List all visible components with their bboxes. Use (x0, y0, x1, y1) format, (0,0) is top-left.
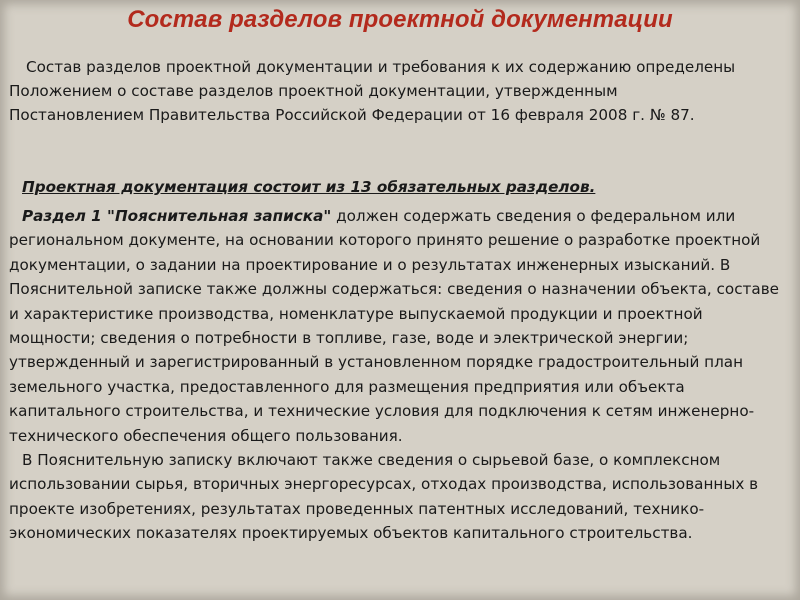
section-1-description (9, 204, 789, 546)
section-1-text-continued: В Пояснительную записку включают также сведения о сырьевой базе, о комплексном использовании сырья, вторичных энергоресурсах, отходах производства, использованных в проекте изобретениях, результатах проведенных патентных исследований, технико-экономических показателях проектируемых объектов капитального строительства. (9, 451, 759, 543)
sections-count-line: Проектная документация состоит из 13 обязательных разделов. (22, 178, 596, 196)
section-1-text: должен содержать сведения о федеральном или региональном документе, на основании которого принято решение о разработке проектной документации, о задании на проектирование и о результатах инженерных изысканий. В Пояснительной записке также должны содержаться: сведения о назначении объекта, составе и характеристике производства, номенклатуре выпускаемой продукции и проектной мощности; сведения о потребности в топливе, газе, воде и электрической энергии; утвержденный и зарегистрированный в установленном порядке градостроительный план земельного участка, предоставленного для размещения предприятия или объекта капитального строительства, и технические условия для подключения к сетям инженерно-технического обеспечения общего пользования. (9, 207, 779, 445)
page-title: Состав разделов проектной документации (127, 6, 673, 33)
intro-paragraph: Состав разделов проектной документации и требования к их содержанию определены Положением о составе разделов проектной документации, утвержденным Постановлением Правительства Российской Федерации от 16 февраля 2008 г. № 87. (9, 58, 736, 124)
section-1-lead: Раздел 1 "Пояснительная записка" (22, 207, 332, 225)
